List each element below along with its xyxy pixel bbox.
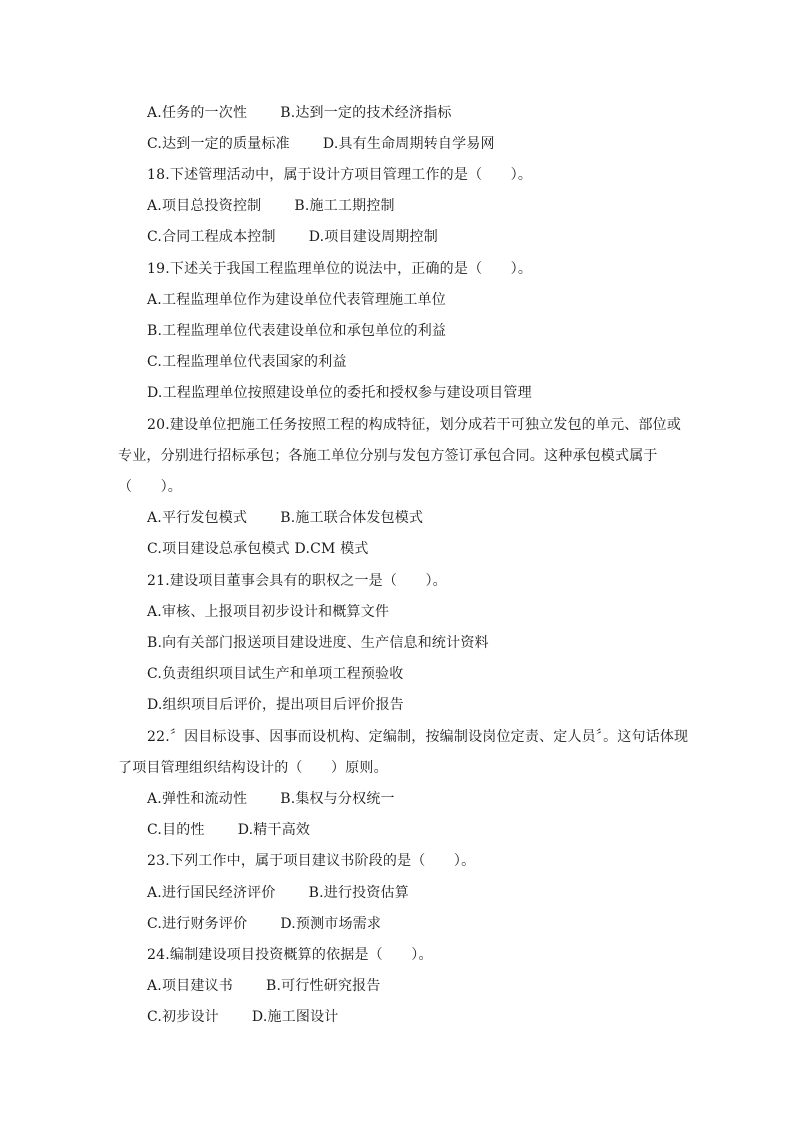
question-20-continued: （ ）。 — [118, 479, 182, 495]
option-line: C.项目建设总承包模式 D.CM 模式 — [147, 541, 369, 557]
option-line: A.审核、上报项目初步设计和概算文件 — [147, 604, 390, 620]
option-line: C.初步设计 D.施工图设计 — [147, 1009, 339, 1025]
option-line: C.进行财务评价 D.预测市场需求 — [147, 916, 382, 932]
option-line: A.项目总投资控制 B.施工工期控制 — [147, 198, 395, 214]
option-line: C.工程监理单位代表国家的利益 — [147, 354, 347, 370]
option-line: C.负责组织项目试生产和单项工程预验收 — [147, 666, 404, 682]
question-18: 18.下述管理活动中，属于设计方项目管理工作的是（ ）。 — [147, 167, 533, 183]
option-line: D.组织项目后评价，提出项目后评价报告 — [147, 697, 404, 713]
option-line: B.向有关部门报送项目建设进度、生产信息和统计资料 — [147, 635, 489, 651]
option-line: A.任务的一次性 B.达到一定的技术经济指标 — [147, 105, 452, 121]
option-line: C.合同工程成本控制 D.项目建设周期控制 — [147, 229, 438, 245]
option-line: A.工程监理单位作为建设单位代表管理施工单位 — [147, 292, 446, 308]
option-line: D.工程监理单位按照建设单位的委托和授权参与建设项目管理 — [147, 385, 532, 401]
question-19: 19.下述关于我国工程监理单位的说法中，正确的是（ ）。 — [147, 261, 533, 277]
question-22-continued: 了项目管理组织结构设计的（ ）原则。 — [118, 760, 388, 776]
option-line: A.进行国民经济评价 B.进行投资估算 — [147, 885, 409, 901]
option-line: A.项目建议书 B.可行性研究报告 — [147, 978, 381, 994]
option-line: A.弹性和流动性 B.集权与分权统一 — [147, 791, 395, 807]
question-24: 24.编制建设项目投资概算的依据是（ ）。 — [147, 947, 433, 963]
question-23: 23.下列工作中，属于项目建议书阶段的是（ ）。 — [147, 853, 476, 869]
option-line: C.目的性 D.精干高效 — [147, 822, 311, 838]
question-21: 21.建设项目董事会具有的职权之一是（ ）。 — [147, 573, 447, 589]
question-22: 22.〞因目标设事、因事而设机构、定编制，按编制设岗位定责、定人员〞。这句话体现 — [147, 729, 689, 745]
option-line: C.达到一定的质量标准 D.具有生命周期转自学易网 — [147, 136, 495, 152]
question-20-continued: 专业，分别进行招标承包；各施工单位分别与发包方签订承包合同。这种承包模式属于 — [118, 448, 658, 464]
option-line: A.平行发包模式 B.施工联合体发包模式 — [147, 510, 424, 526]
question-20: 20.建设单位把施工任务按照工程的构成特征，划分成若干可独立发包的单元、部位或 — [147, 417, 682, 433]
option-line: B.工程监理单位代表建设单位和承包单位的利益 — [147, 323, 447, 339]
